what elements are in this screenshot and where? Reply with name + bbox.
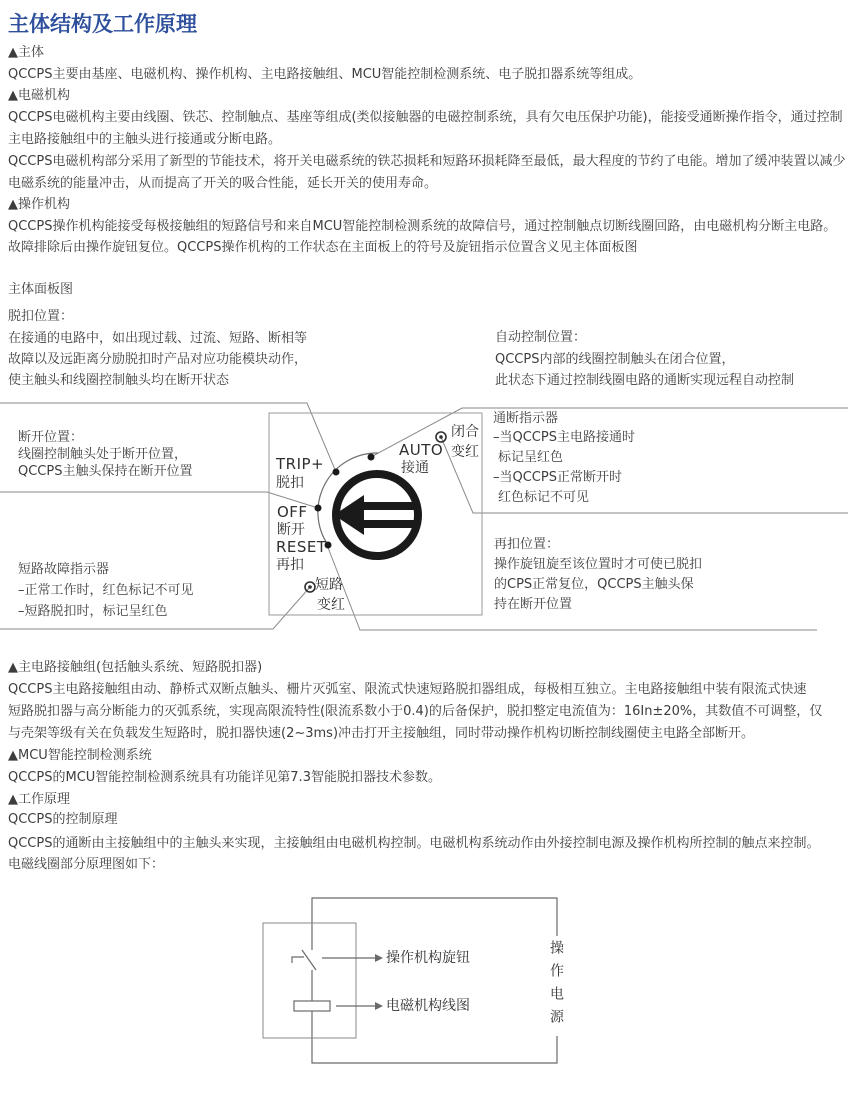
circuit-knob-label: 操作机构旋钮 bbox=[386, 950, 470, 966]
knob-label-auto-cn: 接通 bbox=[401, 460, 429, 476]
knob-label-off-en: OFF bbox=[277, 503, 308, 521]
onoff-indicator-note: –当QCCPS正常断开时 bbox=[493, 470, 622, 485]
close-red-indicator-icon bbox=[439, 435, 443, 439]
close-red-label: 变红 bbox=[451, 444, 479, 460]
circuit-coil-label: 电磁机构线图 bbox=[386, 998, 470, 1014]
paragraph-line: QCCPS的MCU智能控制检测系统具有功能详见第7.3智能脱扣器技术参数。 bbox=[8, 770, 441, 785]
paragraph-line: 与壳架等级有关在负载发生短路时，脱扣器快速(2~3ms)冲击打开主接触组，同时带动操作机构切断控制线圈使主电路全部断开。 bbox=[8, 726, 755, 741]
coil-symbol bbox=[294, 1001, 330, 1011]
knob-label-trip-en: TRIP+ bbox=[276, 455, 325, 473]
onoff-indicator-note: 通断指示器 bbox=[493, 411, 559, 426]
leader-onoff-indicator bbox=[441, 437, 848, 513]
device-outline bbox=[263, 923, 356, 1038]
section-heading: ▲操作机构 bbox=[8, 197, 70, 212]
auto-position-note: QCCPS内部的线圈控制触头在闭合位置， bbox=[495, 352, 735, 367]
auto-position-note: 自动控制位置： bbox=[495, 330, 587, 345]
reset-position-note: 操作旋钮旋至该位置时才可使已脱扣 bbox=[494, 557, 703, 572]
trip-position-note: 脱扣位置： bbox=[8, 309, 74, 324]
trip-position-note: 故障以及远距离分励脱扣时产品对应功能模块动作， bbox=[8, 352, 308, 367]
short-circuit-indicator-icon bbox=[308, 585, 312, 589]
off-position-note: 断开位置： bbox=[18, 430, 84, 445]
circuit-diagram bbox=[0, 890, 848, 1090]
reset-position-note: 再扣位置： bbox=[494, 537, 560, 552]
knob-handle-bar bbox=[358, 502, 414, 510]
page-title: 主体结构及工作原理 bbox=[8, 12, 197, 36]
position-dot-trip bbox=[333, 469, 340, 476]
panel-figure-title: 主体面板图 bbox=[8, 282, 74, 297]
knob-label-reset-en: RESET bbox=[276, 538, 327, 556]
paragraph-line: QCCPS主电路接触组由动、静桥式双断点触头、栅片灭弧室、限流式快速短路脱扣器组成，每极相互独立。主电路接触组中装有限流式快速 bbox=[8, 682, 807, 697]
onoff-indicator-note: 标记呈红色 bbox=[498, 450, 564, 465]
leader-short-circuit bbox=[0, 587, 310, 629]
short-circuit-red-label: 变红 bbox=[317, 597, 345, 613]
paragraph-line: QCCPS操作机构能接受每极接触组的短路信号和来自MCU智能控制检测系统的故障信号，通过控制触点切断线圈回路，由电磁机构分断主电路。 bbox=[8, 219, 837, 234]
onoff-indicator-note: –当QCCPS主电路接通时 bbox=[493, 430, 635, 445]
short-circuit-indicator-note: –正常工作时，红色标记不可见 bbox=[18, 583, 194, 598]
paragraph-line: 故障排除后由操作旋钮复位。QCCPS操作机构的工作状态在主面板上的符号及旋钮指示位置含义见主体面板图 bbox=[8, 240, 638, 255]
paragraph-line: QCCPS电磁机构主要由线圈、铁芯、控制触点、基座等组成(类似接触器的电磁控制系统，具有欠电压保护功能)，能接受通断操作指令，通过控制 bbox=[8, 110, 843, 125]
section-heading: ▲主体 bbox=[8, 45, 44, 60]
section-heading: ▲电磁机构 bbox=[8, 88, 70, 103]
auto-position-note: 此状态下通过控制线圈电路的通断实现远程自动控制 bbox=[495, 373, 795, 388]
knob-label-off-cn: 断开 bbox=[277, 522, 305, 538]
section-heading: ▲工作原理 bbox=[8, 792, 70, 807]
off-position-note: 线圈控制触头处于断开位置， bbox=[18, 447, 188, 462]
paragraph-line: QCCPS电磁机构部分采用了新型的节能技术，将开关电磁系统的铁芯损耗和短路环损耗降至最低，最大程度的节约了电能。增加了缓冲装置以减少 bbox=[8, 154, 846, 169]
arrow-right-icon bbox=[375, 954, 383, 962]
short-circuit-indicator-note: 短路故障指示器 bbox=[18, 562, 110, 577]
panel-diagram bbox=[0, 395, 848, 695]
operating-power-label: 操作电源 bbox=[545, 936, 567, 1036]
knob-label-auto-en: AUTO bbox=[399, 441, 444, 459]
paragraph-line: 短路脱扣器与高分断能力的灭弧系统，实现高限流特性(限流系数小于0.4)的后备保护，脱扣整定电流值为：16In±20%，其数值不可调整，仅 bbox=[8, 704, 823, 719]
section-heading: ▲主电路接触组(包括触头系统、短路脱扣器) bbox=[8, 660, 263, 675]
switch-contact bbox=[292, 957, 304, 963]
trip-position-note: 在接通的电路中，如出现过载、过流、短路、断相等 bbox=[8, 331, 308, 346]
short-circuit-indicator-note: –短路脱扣时，标记呈红色 bbox=[18, 604, 168, 619]
leader-reset bbox=[327, 545, 817, 630]
reset-position-note: 的CPS正常复位，QCCPS主触头保 bbox=[494, 577, 694, 592]
trip-position-note: 使主触头和线圈控制触头均在断开状态 bbox=[8, 373, 230, 388]
knob-handle-bar bbox=[358, 520, 414, 528]
position-dot-auto bbox=[368, 454, 375, 461]
off-position-note: QCCPS主触头保持在断开位置 bbox=[18, 464, 193, 479]
paragraph-line: QCCPS主要由基座、电磁机构、操作机构、主电路接触组、MCU智能控制检测系统、电子脱扣器系统等组成。 bbox=[8, 67, 642, 82]
onoff-indicator-note: 红色标记不可见 bbox=[498, 490, 590, 505]
position-dot-off bbox=[315, 505, 322, 512]
position-arc bbox=[318, 453, 378, 545]
paragraph-line: QCCPS的通断由主接触组中的主触头来实现，主接触组由电磁机构控制。电磁机构系统动作由外接控制电源及操作机构所控制的触点来控制。 bbox=[8, 836, 820, 851]
section-heading: ▲MCU智能控制检测系统 bbox=[8, 748, 152, 763]
leader-off bbox=[0, 492, 318, 508]
paragraph-line: QCCPS的控制原理 bbox=[8, 812, 118, 827]
reset-position-note: 持在断开位置 bbox=[494, 597, 573, 612]
paragraph-line: 电磁线圈部分原理图如下： bbox=[8, 857, 165, 872]
knob-label-reset-cn: 再扣 bbox=[276, 557, 304, 573]
paragraph-line: 电磁系统的能量冲击，从而提高了开关的吸合性能，延长开关的使用寿命。 bbox=[8, 176, 438, 191]
short-circuit-red-label: 短路 bbox=[315, 577, 343, 593]
close-red-label: 闭合 bbox=[451, 424, 479, 440]
switch-blade bbox=[302, 950, 316, 970]
arrow-right-icon bbox=[375, 1002, 383, 1010]
paragraph-line: 主电路接触组中的主触头进行接通或分断电路。 bbox=[8, 132, 282, 147]
knob-label-trip-cn: 脱扣 bbox=[276, 475, 304, 491]
